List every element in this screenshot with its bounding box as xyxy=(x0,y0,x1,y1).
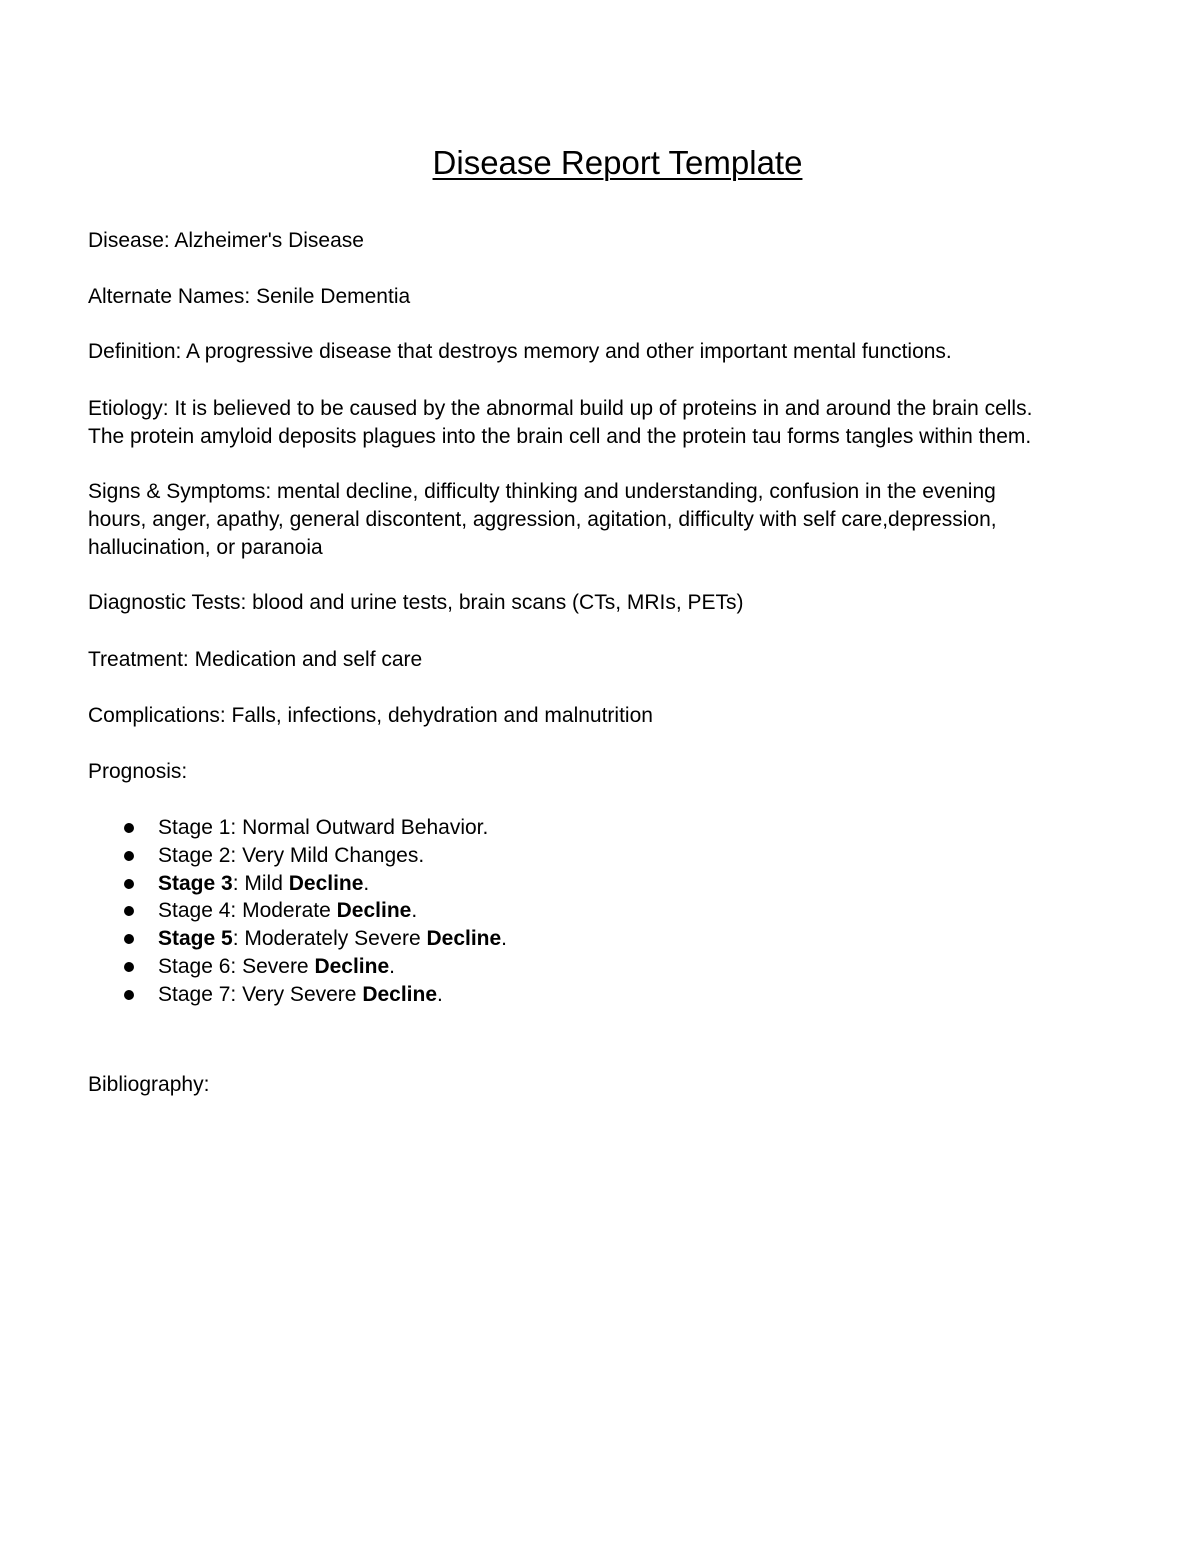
list-item xyxy=(0,814,1200,842)
list-item xyxy=(0,925,1200,953)
signs-symptoms-line: hours, anger, apathy, general discontent, aggression, agitation, difficulty with self care,depression, xyxy=(88,508,997,531)
stage-description: Severe xyxy=(242,954,315,978)
stage-name: Stage 7 xyxy=(158,982,231,1006)
bullet-icon xyxy=(124,990,134,1000)
disease-field: Disease: Alzheimer's Disease xyxy=(88,229,364,252)
stage-separator: : xyxy=(230,954,243,978)
complications-field: Complications: Falls, infections, dehydration and malnutrition xyxy=(88,704,653,727)
alternate-names-field: Alternate Names: Senile Dementia xyxy=(88,285,411,308)
stage-text xyxy=(158,981,443,1009)
stage-description: Very Mild Changes xyxy=(242,843,419,867)
stage-period: . xyxy=(411,899,418,923)
diagnostic-tests-field: Diagnostic Tests: blood and urine tests, brain scans (CTs, MRIs, PETs) xyxy=(88,591,744,614)
stage-description: Normal Outward Behavior xyxy=(242,816,483,839)
definition-field: Definition: A progressive disease that destroys memory and other important mental functions. xyxy=(88,340,952,363)
bullet-icon xyxy=(124,851,134,861)
stage-period: . xyxy=(501,927,508,951)
stage-period: . xyxy=(389,954,395,978)
bullet-icon xyxy=(124,934,134,944)
stage-decline: Decline xyxy=(426,927,502,951)
list-item xyxy=(0,953,1200,981)
stage-period: . xyxy=(482,816,489,839)
bullet-icon xyxy=(124,962,134,972)
stage-text xyxy=(158,842,424,870)
stage-name: Stage 3 xyxy=(158,871,233,895)
stage-name: Stage 1 xyxy=(158,816,231,839)
stage-description: Very Severe xyxy=(242,982,363,1006)
signs-symptoms-line: hallucination, or paranoia xyxy=(88,536,323,559)
bullet-icon xyxy=(124,879,134,889)
stage-name: Stage 2 xyxy=(158,843,231,867)
bullet-icon xyxy=(124,906,134,916)
prognosis-stage-list xyxy=(0,814,1200,1009)
stage-text xyxy=(158,870,369,898)
stage-name: Stage 6 xyxy=(158,954,231,978)
stage-name: Stage 4 xyxy=(158,899,231,923)
prognosis-label: Prognosis: xyxy=(88,760,188,783)
stage-decline: Decline xyxy=(362,982,438,1006)
stage-separator: : xyxy=(230,816,243,839)
etiology-field xyxy=(88,395,1168,451)
signs-symptoms-field xyxy=(88,478,1168,562)
treatment-field: Treatment: Medication and self care xyxy=(88,648,423,671)
stage-separator: : xyxy=(232,871,245,895)
stage-description: Moderately Severe xyxy=(244,927,427,951)
stage-decline: Decline xyxy=(288,871,364,895)
stage-description: Moderate xyxy=(242,899,337,923)
list-item xyxy=(0,897,1200,925)
stage-text xyxy=(158,925,507,953)
stage-period: . xyxy=(437,982,443,1006)
stage-name: Stage 5 xyxy=(158,927,233,951)
stage-text xyxy=(158,814,488,842)
stage-separator: : xyxy=(230,843,243,867)
bibliography-label: Bibliography: xyxy=(88,1073,210,1096)
list-item xyxy=(0,842,1200,870)
stage-text xyxy=(158,897,417,925)
stage-separator: : xyxy=(230,899,243,923)
list-item xyxy=(0,870,1200,898)
etiology-line: The protein amyloid deposits plagues into the brain cell and the protein tau forms tangles within them. xyxy=(88,425,1032,448)
stage-separator: : xyxy=(232,927,245,951)
document-title: Disease Report Template xyxy=(432,144,803,181)
stage-description: Mild xyxy=(244,871,289,895)
stage-decline: Decline xyxy=(314,954,390,978)
etiology-line: Etiology: It is believed to be caused by the abnormal build up of proteins in and around the brain cells. xyxy=(88,397,1033,420)
stage-period: . xyxy=(363,871,370,895)
stage-separator: : xyxy=(230,982,243,1006)
stage-period: . xyxy=(418,843,425,867)
bullet-icon xyxy=(124,823,134,833)
stage-decline: Decline xyxy=(336,899,412,923)
signs-symptoms-line: Signs & Symptoms: mental decline, difficulty thinking and understanding, confusion in the evening xyxy=(88,480,996,503)
stage-text xyxy=(158,953,395,981)
list-item xyxy=(0,981,1200,1009)
